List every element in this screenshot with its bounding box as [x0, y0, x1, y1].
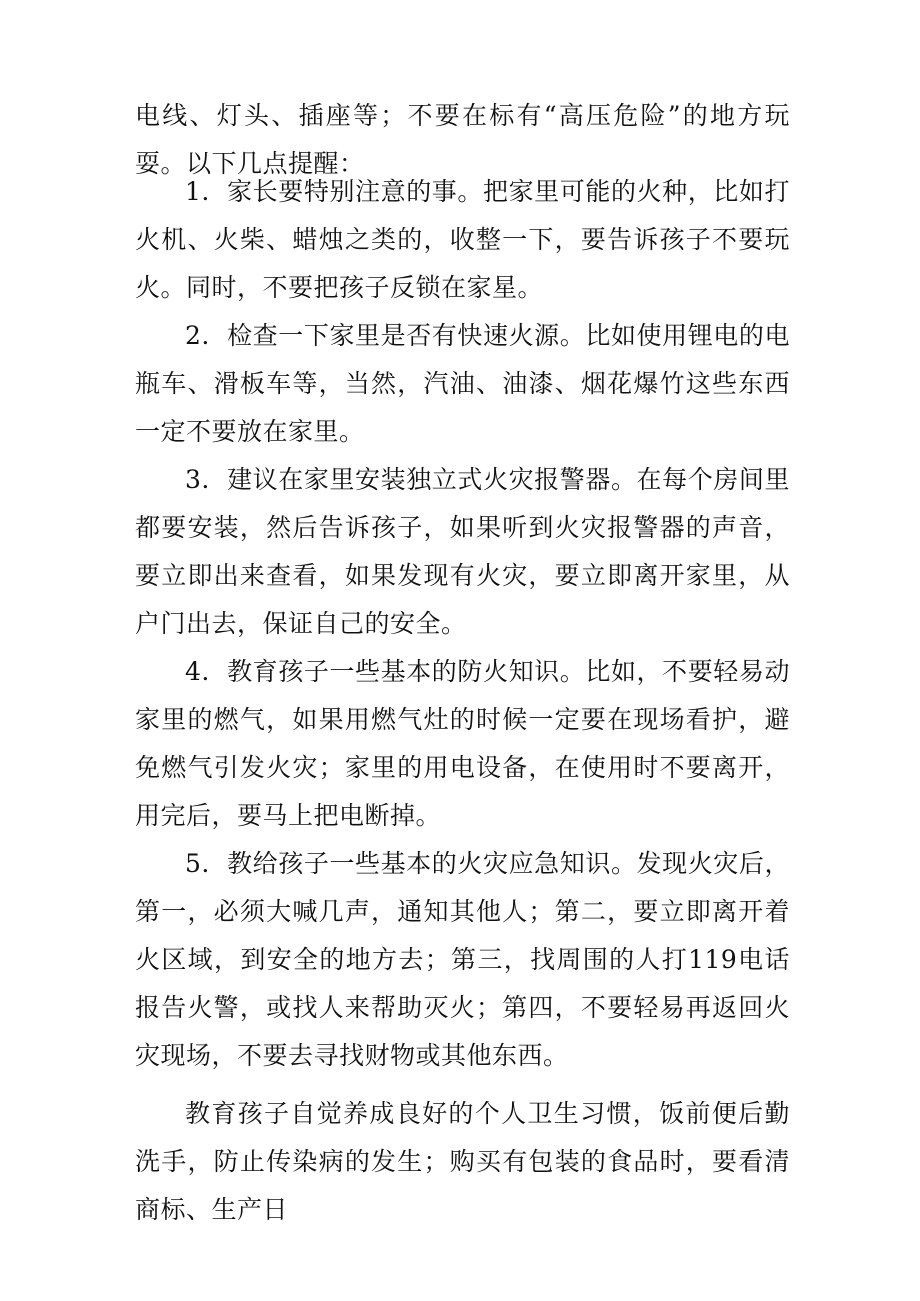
- paragraph-item-4: 4．教育孩子一些基本的防火知识。比如，不要轻易动家里的燃气，如果用燃气灶的时候一定要在现场看护，避免燃气引发火灾；家里的用电设备，在使用时不要离开，用完后，要马上把电断掉。: [135, 657, 790, 830]
- paragraph-item-5: 5．教给孩子一些基本的火灾应急知识。发现火灾后，第一，必须大喊几声，通知其他人；第二，要立即离开着火区域，到安全的地方去；第三，找周围的人打119电话报告火警，或找人来帮助灭火；第四，不要轻易再返回火灾现场，不要去寻找财物或其他东西。: [135, 849, 790, 1070]
- paragraph-continuation: 电线、灯头、插座等；不要在标有“高压危险”的地方玩耍。以下几点提醒：: [135, 101, 790, 178]
- paragraph-item-3: 3．建议在家里安装独立式火灾报警器。在每个房间里都要安装，然后告诉孩子，如果听到火灾报警器的声音，要立即出来查看，如果发现有火灾，要立即离开家里，从户门出去，保证自己的安全。: [135, 465, 790, 638]
- paragraph-item-2: 2．检查一下家里是否有快速火源。比如使用锂电的电瓶车、滑板车等，当然，汽油、油漆、烟花爆竹这些东西一定不要放在家里。: [135, 321, 790, 446]
- paragraph-hygiene: 教育孩子自觉养成良好的个人卫生习惯，饭前便后勤洗手，防止传染病的发生；购买有包装的食品时，要看清商标、生产日: [135, 1099, 790, 1224]
- paragraph-item-1: 1．家长要特别注意的事。把家里可能的火种，比如打火机、火柴、蜡烛之类的，收整一下，要告诉孩子不要玩火。同时，不要把孩子反锁在家星。: [135, 177, 790, 302]
